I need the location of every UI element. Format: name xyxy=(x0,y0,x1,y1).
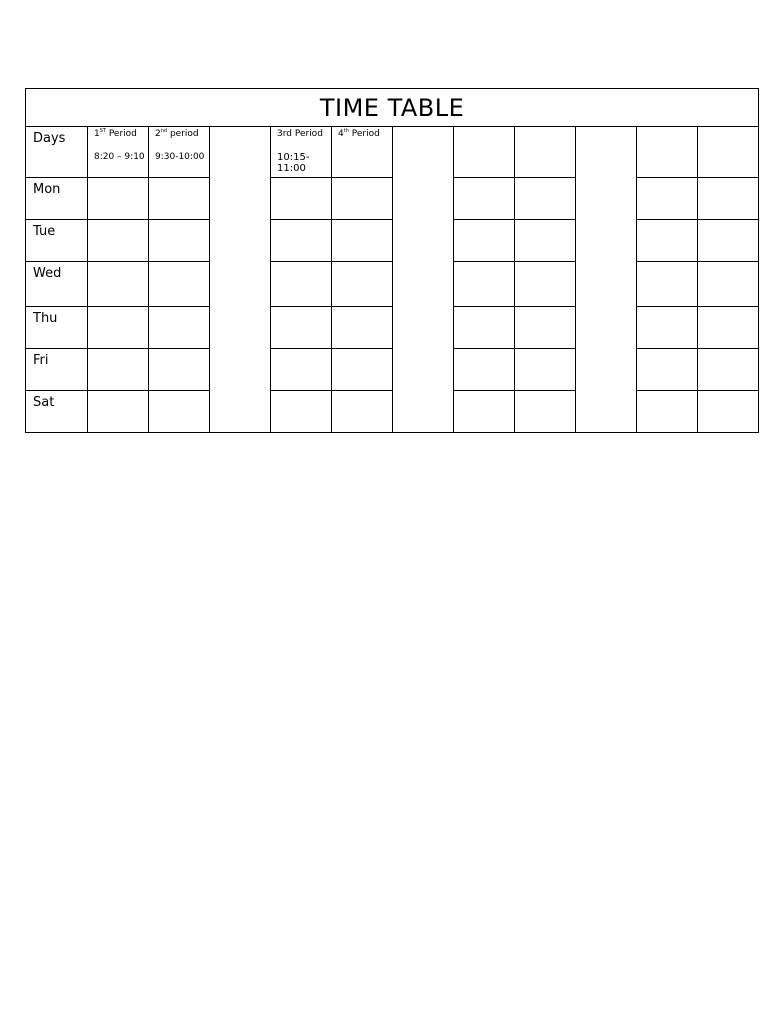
period-header-3 xyxy=(271,127,332,178)
cell xyxy=(149,262,210,307)
cell xyxy=(637,307,698,349)
break-column-1 xyxy=(210,127,271,433)
period-2-ordinal: 2 xyxy=(155,129,161,139)
cell xyxy=(149,349,210,391)
break-column-2 xyxy=(393,127,454,433)
cell xyxy=(271,178,332,220)
cell xyxy=(515,307,576,349)
header-cell xyxy=(454,127,515,178)
cell xyxy=(149,178,210,220)
cell xyxy=(88,262,149,307)
cell xyxy=(454,307,515,349)
cell xyxy=(271,262,332,307)
cell xyxy=(698,349,759,391)
period-2-suffix: nd xyxy=(160,128,168,134)
day-label-tue: Tue xyxy=(26,220,88,262)
timetable xyxy=(25,88,759,433)
cell xyxy=(454,349,515,391)
cell xyxy=(271,349,332,391)
day-label-sat: Sat xyxy=(26,391,88,433)
day-row-fri xyxy=(26,349,759,391)
cell xyxy=(271,220,332,262)
day-row-tue xyxy=(26,220,759,262)
cell xyxy=(332,307,393,349)
cell xyxy=(88,307,149,349)
cell xyxy=(149,307,210,349)
period-1-label: Period xyxy=(105,129,137,139)
period-4-label: Period xyxy=(348,129,380,139)
period-header-1 xyxy=(88,127,149,178)
cell xyxy=(637,391,698,433)
cell xyxy=(332,262,393,307)
cell xyxy=(637,178,698,220)
header-cell xyxy=(698,127,759,178)
cell xyxy=(454,220,515,262)
day-label-wed: Wed xyxy=(26,262,88,307)
period-header-4 xyxy=(332,127,393,178)
day-row-thu xyxy=(26,307,759,349)
cell xyxy=(637,349,698,391)
period-header-2 xyxy=(149,127,210,178)
cell xyxy=(454,178,515,220)
cell xyxy=(332,349,393,391)
cell xyxy=(515,391,576,433)
cell xyxy=(88,178,149,220)
cell xyxy=(332,220,393,262)
period-4-ordinal: 4 xyxy=(338,129,344,139)
cell xyxy=(637,262,698,307)
header-cell xyxy=(637,127,698,178)
timetable-title: TIME TABLE xyxy=(26,89,759,127)
cell xyxy=(271,307,332,349)
cell xyxy=(88,349,149,391)
day-label-mon: Mon xyxy=(26,178,88,220)
period-3-label: 3rd Period xyxy=(277,129,323,139)
period-2-time: 9:30-10:00 xyxy=(155,152,205,162)
cell xyxy=(515,262,576,307)
cell xyxy=(515,178,576,220)
day-row-wed xyxy=(26,262,759,307)
cell xyxy=(698,262,759,307)
cell xyxy=(454,391,515,433)
days-header: Days xyxy=(26,127,88,178)
cell xyxy=(454,262,515,307)
cell xyxy=(332,391,393,433)
period-2-label: period xyxy=(167,129,199,139)
cell xyxy=(515,349,576,391)
cell xyxy=(698,391,759,433)
header-cell xyxy=(515,127,576,178)
day-row-mon xyxy=(26,178,759,220)
period-4-suffix: th xyxy=(343,128,349,134)
cell xyxy=(698,178,759,220)
day-row-sat xyxy=(26,391,759,433)
day-label-fri: Fri xyxy=(26,349,88,391)
cell xyxy=(88,391,149,433)
cell xyxy=(698,220,759,262)
cell xyxy=(271,391,332,433)
cell xyxy=(149,391,210,433)
period-1-ordinal: 1 xyxy=(94,129,100,139)
header-row xyxy=(26,127,759,178)
cell xyxy=(149,220,210,262)
period-1-suffix: ST xyxy=(99,128,106,134)
cell xyxy=(332,178,393,220)
day-label-thu: Thu xyxy=(26,307,88,349)
cell xyxy=(88,220,149,262)
cell xyxy=(637,220,698,262)
period-3-time: 10:15-11:00 xyxy=(277,152,310,174)
break-column-3 xyxy=(576,127,637,433)
cell xyxy=(698,307,759,349)
cell xyxy=(515,220,576,262)
period-1-time: 8:20 – 9:10 xyxy=(94,152,145,162)
